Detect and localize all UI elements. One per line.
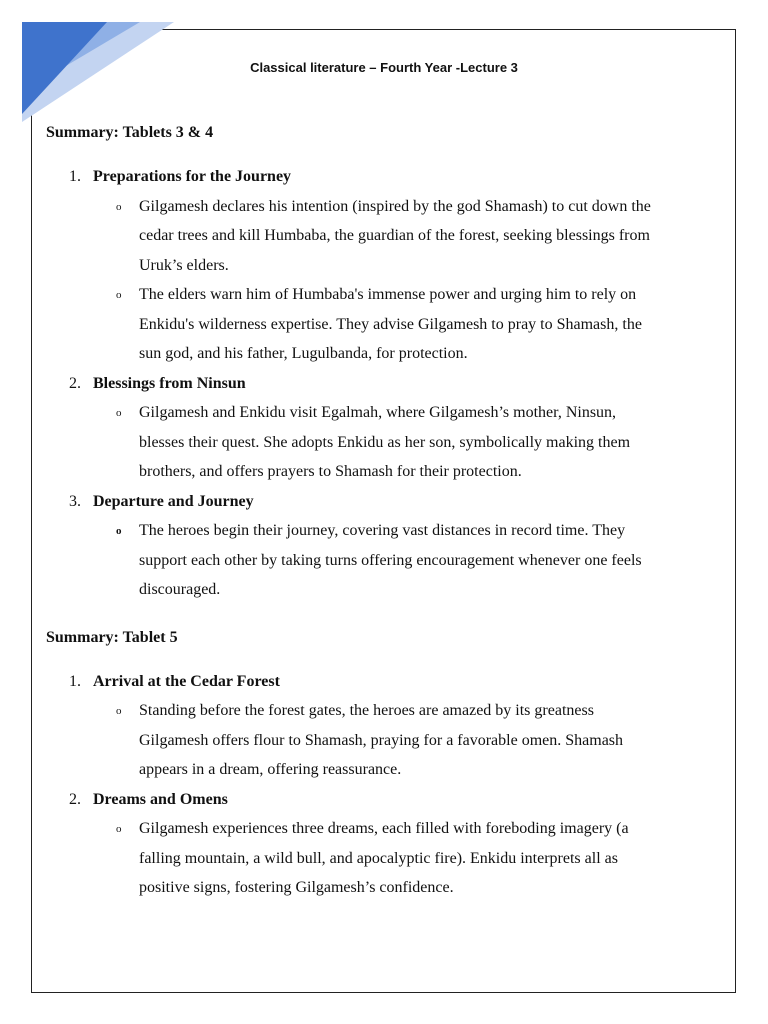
- list-item: [46, 487, 726, 605]
- bullet-item: o Gilgamesh declares his intention (inspired by the god Shamash) to cut down the cedar trees and kill Humbaba, the guardian of the forest, seeking blessings from Uruk’s elders.: [46, 192, 726, 281]
- bullet-item: o Gilgamesh and Enkidu visit Egalmah, where Gilgamesh’s mother, Ninsun, blesses their quest. She adopts Enkidu as her son, symbolically making them brothers, and offers prayers to Shamash for their protection.: [46, 398, 726, 487]
- list-item: [46, 785, 726, 903]
- bullet-list: [46, 516, 726, 605]
- list-number: 3.: [69, 492, 81, 510]
- item-title: Departure and Journey: [93, 492, 254, 510]
- document-body: [46, 121, 726, 903]
- list-item: [46, 369, 726, 487]
- item-title: Preparations for the Journey: [93, 168, 292, 185]
- list-item: [46, 667, 726, 785]
- list-number: 1.: [69, 672, 81, 690]
- list-number: 1.: [69, 168, 81, 185]
- numbered-list: [46, 667, 726, 903]
- item-title: Blessings from Ninsun: [93, 374, 246, 392]
- bullet-list: [46, 192, 726, 369]
- bullet-list: [46, 398, 726, 487]
- bullet-icon: o: [116, 705, 122, 717]
- bullet-list: [46, 814, 726, 903]
- bullet-icon: o: [116, 289, 122, 301]
- item-title: Arrival at the Cedar Forest: [93, 672, 280, 690]
- page-header-title: Classical literature – Fourth Year -Lecture 3: [250, 60, 518, 75]
- section-heading: Summary: Tablet 5: [46, 628, 178, 646]
- list-number: 2.: [69, 374, 81, 392]
- bullet-item: o Standing before the forest gates, the heroes are amazed by its greatness Gilgamesh offers flour to Shamash, praying for a favorable omen. Shamash appears in a dream, offering reassurance.: [46, 696, 726, 785]
- bullet-item: o The heroes begin their journey, covering vast distances in record time. They support each other by taking turns offering encouragement whenever one feels discouraged.: [46, 516, 726, 605]
- bullet-icon: o: [116, 823, 122, 835]
- list-number: 2.: [69, 790, 81, 808]
- bullet-icon: o: [116, 200, 122, 213]
- list-item: [46, 162, 726, 369]
- bullet-item: o The elders warn him of Humbaba's immense power and urging him to rely on Enkidu's wilderness expertise. They advise Gilgamesh to pray to Shamash, the sun god, and his father, Lugulbanda, for protection.: [46, 280, 726, 369]
- bullet-item: o Gilgamesh experiences three dreams, each filled with foreboding imagery (a falling mountain, a wild bull, and apocalyptic fire). Enkidu interprets all as positive signs, fostering Gilgamesh’s confidence.: [46, 814, 726, 903]
- bullet-icon: o: [116, 407, 122, 419]
- bullet-list: [46, 696, 726, 785]
- item-title: Dreams and Omens: [93, 790, 228, 808]
- bullet-icon: o: [116, 525, 122, 537]
- numbered-list: [46, 162, 726, 605]
- section-heading: Summary: Tablets 3 & 4: [46, 124, 214, 141]
